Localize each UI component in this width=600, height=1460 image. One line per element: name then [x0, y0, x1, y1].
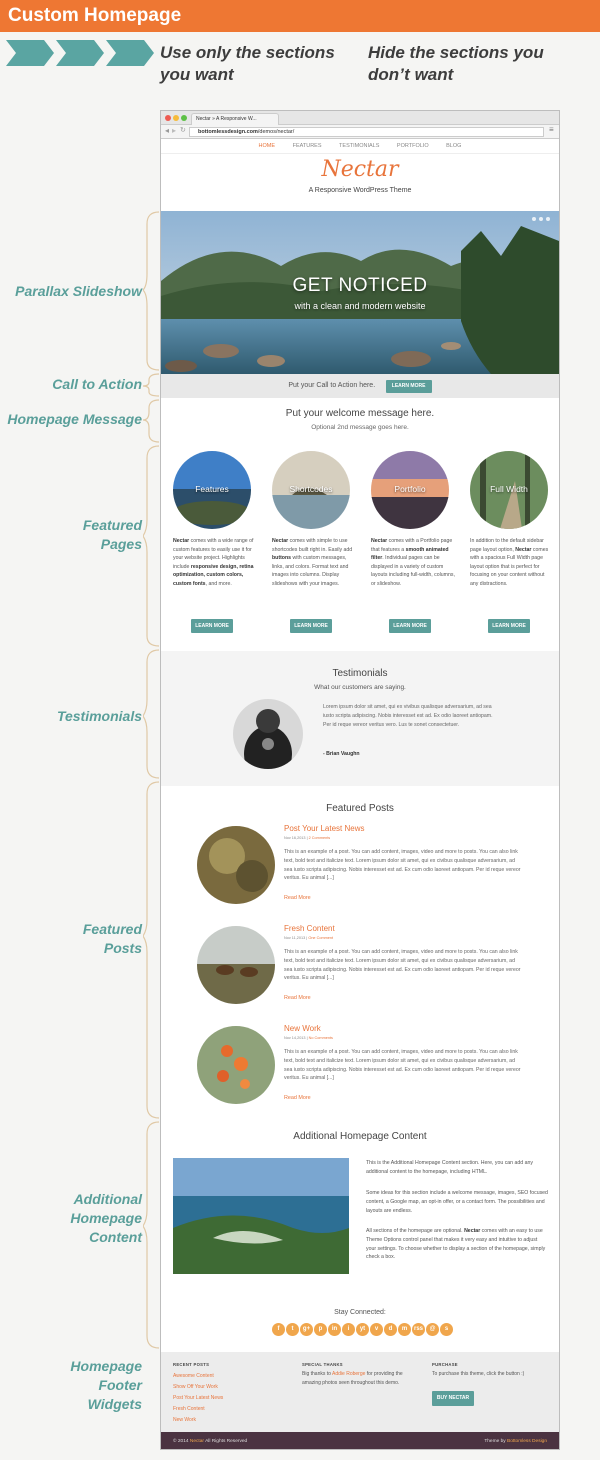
post-excerpt-2: This is an example of a post. You can add content, images, video and more to posts. You can also link text, bold text and italicize text. Lorem ipsum dolor sit amet, qui ex civibus qualisque adversarium, ad sea iusto scripta adipiscing. Nobis interesset est ad. Ex cum odio laoreet antiopam. Per id reque vereor veritus. Eu animal [...]	[284, 949, 521, 982]
post-excerpt-3: This is an example of a post. You can add content, images, video and more to posts. You can also link text, bold text and italicize text. Lorem ipsum dolor sit amet, qui ex civibus qualisque adversarium, ad sea iusto scripta adipiscing. Nobis interesset est ad. Ex cum odio laoreet antiopam. Per id reque vereor veritus. Eu animal [...]	[284, 1049, 521, 1082]
post-excerpt-1: This is an example of a post. You can add content, images, video and more to posts. You can also link text, bold text and italicize text. Lorem ipsum dolor sit amet, qui ex civibus qualisque adversarium, ad sea iusto scripta adipiscing. Nobis interesset est ad. Ex cum odio laoreet antiopam. Per id reque vereor veritus. Eu animal [...]	[284, 849, 521, 882]
address-bar-row	[161, 125, 559, 139]
label-parallax-slideshow: Parallax Slideshow	[15, 283, 142, 299]
feature-desc-full-width: In addition to the default sidebar page layout option, Nectar comes with a spacious Full Width page layout option that is perfect for focusing on your content without any distractions.	[470, 538, 549, 587]
label-call-to-action: Call to Action	[52, 376, 142, 392]
parallax-slideshow[interactable]	[161, 211, 559, 374]
post-read-more-3[interactable]: Read More	[284, 1095, 311, 1101]
theme-credit: Theme by Bottomless Design	[484, 1439, 547, 1444]
vimeo-icon[interactable]: v	[370, 1323, 383, 1336]
recent-post-link-3[interactable]: Post Your Latest News	[173, 1395, 224, 1401]
dribbble-icon[interactable]: d	[384, 1323, 397, 1336]
skype-icon[interactable]: s	[440, 1323, 453, 1336]
menu-icon[interactable]: ≡	[549, 125, 554, 134]
chevron-arrows-icon	[6, 40, 156, 66]
site-logo[interactable]: Nectar	[321, 157, 399, 182]
featured-posts-title: Featured Posts	[326, 803, 394, 814]
feature-label-full-width: Full Width	[490, 484, 528, 494]
post-read-more-1[interactable]: Read More	[284, 895, 311, 901]
testimonials-section	[161, 651, 559, 786]
twitter-icon[interactable]: t	[286, 1323, 299, 1336]
additional-text-2: Some ideas for this section include a welcome message, images, SEO focused content, a Google map, an opt-in offer, or a contact form. The possibilities and layouts are endless.	[366, 1190, 548, 1214]
recent-post-link-2[interactable]: Show Off Your Work	[173, 1384, 218, 1390]
social-icons	[272, 1323, 452, 1337]
purchase-text: To purchase this theme, click the button :)	[432, 1371, 525, 1377]
feature-circle-features[interactable]	[173, 451, 251, 529]
feature-circle-full-width[interactable]	[470, 451, 548, 529]
feature-label-portfolio: Portfolio	[394, 484, 426, 494]
special-thanks-text: Big thanks to Addie Roberge for providing the amazing photos seen throughout this demo.	[302, 1371, 403, 1386]
recent-post-link-1[interactable]: Awesome Content	[173, 1373, 214, 1379]
copyright-bar	[161, 1432, 559, 1450]
post-image-1[interactable]	[197, 826, 275, 904]
url-input[interactable]: bottomlessdesign.com/demos/nectar/	[189, 127, 544, 137]
linkedin-icon[interactable]: in	[328, 1323, 341, 1336]
post-title-2[interactable]: Fresh Content	[284, 924, 335, 933]
browser-window	[160, 110, 560, 1450]
welcome-submessage: Optional 2nd message goes here.	[311, 424, 409, 431]
hero-subtitle: with a clean and modern website	[294, 301, 426, 311]
stay-connected-label: Stay Connected:	[334, 1309, 386, 1316]
section-brackets	[143, 200, 161, 1360]
label-homepage-message: Homepage Message	[7, 411, 142, 427]
purchase-title: PURCHASE	[432, 1362, 458, 1367]
pinterest-icon[interactable]: p	[314, 1323, 327, 1336]
additional-text-1: This is the Additional Homepage Content section. Here, you can add any additional content to the homepage, including HTML.	[366, 1160, 533, 1175]
features-learn-more-button[interactable]: LEARN MORE	[191, 619, 233, 633]
post-title-3[interactable]: New Work	[284, 1024, 321, 1033]
recent-post-link-5[interactable]: New Work	[173, 1417, 196, 1423]
cta-learn-more-button[interactable]: LEARN MORE	[386, 380, 432, 393]
close-icon[interactable]	[165, 115, 171, 121]
nav-home[interactable]: HOME	[258, 143, 276, 149]
hero-title: GET NOTICED	[292, 275, 428, 296]
feature-circle-portfolio[interactable]	[371, 451, 449, 529]
testimonial-quote: Lorem ipsum dolor sit amet, qui ex vivibus qualisque adversarium, ad sea iusto scripta adipiscing. Nobis interesset est ad. Ex odio laoreet antiopam. Per id reque vereor veritus vero. Lus te sonet consectetuer.	[323, 704, 493, 728]
feature-desc-portfolio: Nectar comes with a Portfolio page that features a smooth animated filter. Individual pages can be displayed in a variety of custom layouts including full-width, columns, or slideshow.	[371, 538, 455, 587]
feature-label-shortcodes: Shortcodes	[289, 484, 333, 494]
nav-features[interactable]: FEATURES	[292, 143, 322, 149]
testimonials-title: Testimonials	[332, 668, 388, 679]
feature-label-features: Features	[195, 484, 229, 494]
call-to-action	[161, 374, 559, 398]
post-title-1[interactable]: Post Your Latest News	[284, 824, 365, 833]
testimonial-avatar	[233, 699, 303, 769]
slide-dot-2[interactable]	[539, 217, 543, 221]
post-image-3[interactable]	[197, 1026, 275, 1104]
header-bar	[0, 0, 600, 32]
full-width-learn-more-button[interactable]: LEARN MORE	[488, 619, 530, 633]
additional-content-title: Additional Homepage Content	[293, 1131, 427, 1142]
slide-dot-1[interactable]	[532, 217, 536, 221]
footer-widgets	[161, 1352, 559, 1432]
post-meta-1: Nov 16,2013 | 2 Comments	[284, 836, 331, 840]
site-tagline: A Responsive WordPress Theme	[308, 187, 412, 194]
google-plus-icon[interactable]: g+	[300, 1323, 313, 1336]
label-featured-pages: Featured Pages	[82, 517, 142, 552]
post-meta-3: Nov 14,2013 | No Comments	[284, 1036, 333, 1040]
post-meta-2: Nov 11,2013 | One Comment	[284, 936, 334, 940]
additional-text-3: All sections of the homepage are optional. Nectar comes with an easy to use Theme Options control panel that makes it very easy and intuitive to adjust your settings. To choose whether to display a section of the homepage, simply check a box.	[366, 1228, 546, 1261]
label-featured-posts: Featured Posts	[82, 921, 142, 956]
instagram-icon[interactable]: i	[342, 1323, 355, 1336]
map-pin-icon[interactable]: m	[398, 1323, 411, 1336]
nav-blog[interactable]: BLOG	[446, 143, 462, 149]
feature-desc-features: Nectar comes with a wide range of custom features to easily use it for your website project. Highlights include responsive design, retina optimization, custom colors, custom fonts, and more.	[173, 538, 254, 587]
label-testimonials: Testimonials	[56, 708, 142, 724]
cta-text: Put your Call to Action here.	[288, 382, 376, 389]
page-title: Custom Homepage	[8, 5, 182, 26]
additional-content-image	[173, 1158, 349, 1274]
rss-icon[interactable]: rss	[412, 1323, 425, 1336]
youtube-icon[interactable]: yt	[356, 1323, 369, 1336]
post-image-2[interactable]	[197, 926, 275, 1004]
feature-circle-shortcodes[interactable]	[272, 451, 350, 529]
reload-icon[interactable]: ↻	[180, 127, 186, 134]
minimize-icon[interactable]	[173, 115, 179, 121]
portfolio-learn-more-button[interactable]: LEARN MORE	[389, 619, 431, 633]
forward-icon[interactable]: ▸	[172, 126, 177, 135]
post-read-more-2[interactable]: Read More	[284, 995, 311, 1001]
maximize-icon[interactable]	[181, 115, 187, 121]
recent-posts-title: RECENT POSTS	[173, 1362, 210, 1367]
nav-portfolio[interactable]: PORTFOLIO	[396, 143, 429, 149]
feature-desc-shortcodes: Nectar comes with simple to use shortcodes built right in. Easily add buttons with custom messages, links, and colors. Format text and images into columns. Display slideshows with your images.	[272, 538, 353, 587]
tagline-right: Hide the sections you don’t want	[368, 43, 544, 84]
back-icon[interactable]: ◂	[165, 126, 170, 135]
welcome-message: Put your welcome message here.	[285, 408, 435, 419]
testimonial-author: - Brian Vaughn	[323, 751, 360, 757]
special-thanks-title: SPECIAL THANKS	[302, 1362, 343, 1367]
facebook-icon[interactable]: f	[272, 1323, 285, 1336]
browser-titlebar	[161, 111, 559, 125]
label-additional-content: Additional Homepage Content	[70, 1191, 142, 1245]
browser-tab[interactable]: Nectar » A Responsive W...	[191, 113, 279, 125]
copyright-text: © 2014 Nectar All Rights Reserved	[173, 1439, 248, 1444]
tagline-left: Use only the sections you want	[160, 43, 335, 84]
slide-dot-3[interactable]	[546, 217, 550, 221]
email-icon[interactable]: @	[426, 1323, 439, 1336]
label-footer-widgets: Homepage Footer Widgets	[70, 1358, 142, 1412]
buy-nectar-button[interactable]: BUY NECTAR	[432, 1391, 474, 1406]
shortcodes-learn-more-button[interactable]: LEARN MORE	[290, 619, 332, 633]
site-nav	[161, 139, 559, 153]
nav-testimonials[interactable]: TESTIMONIALS	[339, 143, 380, 149]
recent-post-link-4[interactable]: Fresh Content	[173, 1406, 205, 1412]
nav-divider	[161, 153, 559, 154]
testimonials-subtitle: What our customers are saying.	[314, 684, 406, 691]
